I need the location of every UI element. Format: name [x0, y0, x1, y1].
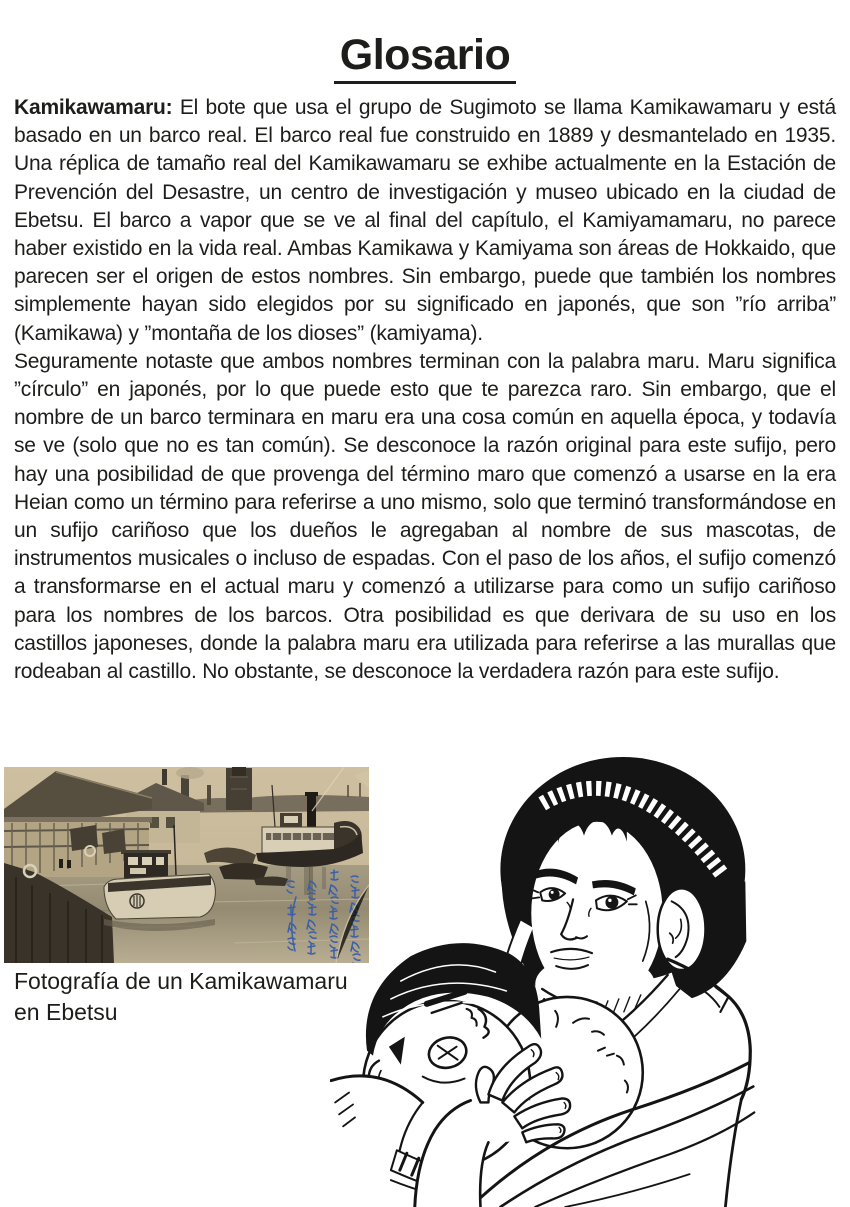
glossary-paragraph-2: Seguramente notaste que ambos nombres terminan con la palabra maru. Maru significa ”círculo” en japonés, por lo que puede esto que te parezca raro. Sin embargo, que el nombre de un barco terminara en maru era una cosa común en aquella época, y todavía se ve (solo que no es tan común). Se desconoce la razón original para este sufijo, pero hay una posibilidad de que provenga del término maro que comenzó a usarse en la era Heian como un término para referirse a uno mismo, solo que terminó transformándose en un sufijo cariñoso que los dueños le agregaban al nombre de sus mascotas, de instrumentos musicales o incluso de espadas. Con el paso de los años, el sufijo comenzó a transformarse en el actual maru y comenzó a utilizarse para como un sufijo cariñoso para los nombres de los barcos. Otra posibilidad es que derivara de su uso en los castillos japoneses, donde la palabra maru era utilizada para referirse a las murallas que rodeaban al castillo. No obstante, se desconoce la verdadera razón para este sufijo. — [14, 349, 836, 684]
glossary-paragraph-1: El bote que usa el grupo de Sugimoto se llama Kamikawamaru y está basado en un barco real. El barco real fue construido en 1889 y desmantelado en 1935. Una réplica de tamaño real del Kamikawamaru se exhibe actualmente en la Estación de Prevención del Desastre, un centro de investigación y museo ubicado en la ciudad de Ebetsu. El barco a vapor que se ve al final del capítulo, el Kamiyamamaru, no parece haber existido en la vida real. Ambas Kamikawa y Kamiyama son áreas de Hokkaido, que parecen ser el origen de estos nombres. Sin embargo, puede que también los nombres simplemente hayan sido elegidos por su significado en japonés, que son ”río arriba” (Kamikawa) y ”montaña de los dioses” (kamiyama). — [14, 96, 836, 345]
glossary-term: Kamikawamaru: — [14, 96, 173, 119]
page-title — [0, 31, 850, 84]
manga-illustration — [330, 752, 850, 1207]
glossary-entry — [14, 94, 836, 348]
photo-caption: Fotografía de un Kamikawamaru en Ebetsu — [14, 968, 348, 1025]
woman-ear — [658, 888, 706, 970]
photo-kamikawamaru — [4, 767, 369, 963]
page-title-text: Glosario — [334, 34, 516, 84]
